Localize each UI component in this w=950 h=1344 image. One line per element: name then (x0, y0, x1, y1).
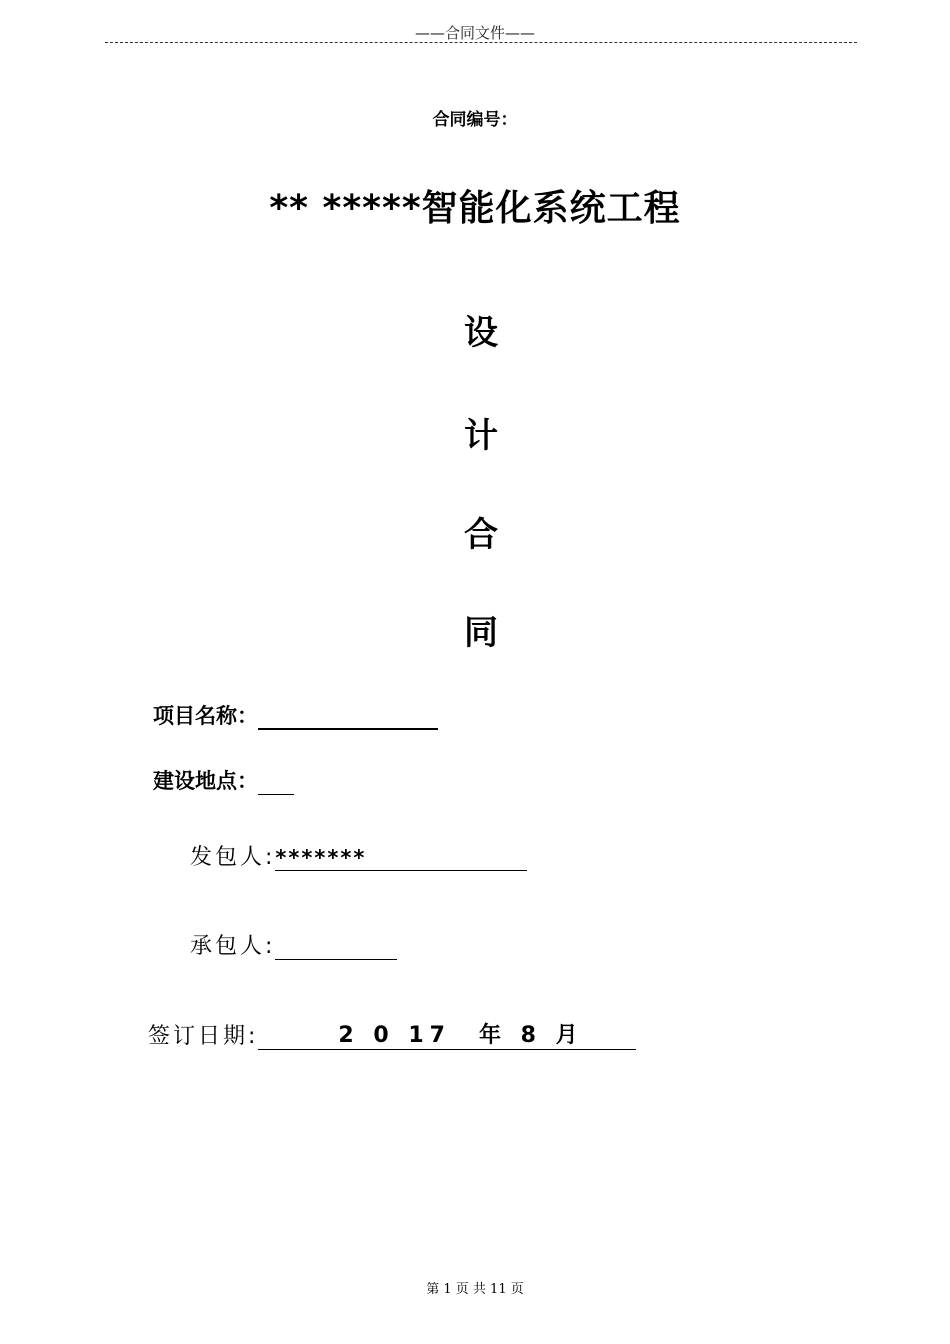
employer-field (190, 840, 527, 871)
employer-label: 发包人: (190, 845, 276, 870)
vertical-title-char-4: 同 (464, 613, 498, 653)
vertical-title-char-2: 计 (464, 416, 498, 456)
sign-date-value (258, 1018, 636, 1050)
sign-date-field (148, 1018, 636, 1050)
vertical-title-char-1: 设 (464, 313, 498, 353)
build-location-label: 建设地点： (153, 769, 258, 793)
contractor-blank (275, 937, 397, 960)
contract-number-label: 合同编号： (432, 110, 518, 130)
contractor-field (190, 929, 397, 960)
build-location-blank (258, 772, 294, 795)
build-location-field (153, 765, 294, 795)
project-name-field (153, 700, 438, 730)
sign-date-label: 签订日期: (148, 1024, 259, 1049)
document-title: ** *****智能化系统工程 (269, 188, 681, 229)
header-divider (105, 42, 857, 43)
project-name-label: 项目名称： (153, 704, 258, 728)
vertical-title-char-3: 合 (464, 515, 498, 555)
sign-date-text: 2 0 17 年 8 月 (338, 1023, 584, 1048)
employer-value: ******* (275, 846, 527, 871)
contractor-label: 承包人: (190, 934, 276, 959)
page-number-footer: 第 1 页 共 11 页 (426, 1282, 524, 1297)
document-header-label: ——合同文件—— (414, 24, 535, 42)
project-name-blank (258, 706, 438, 730)
